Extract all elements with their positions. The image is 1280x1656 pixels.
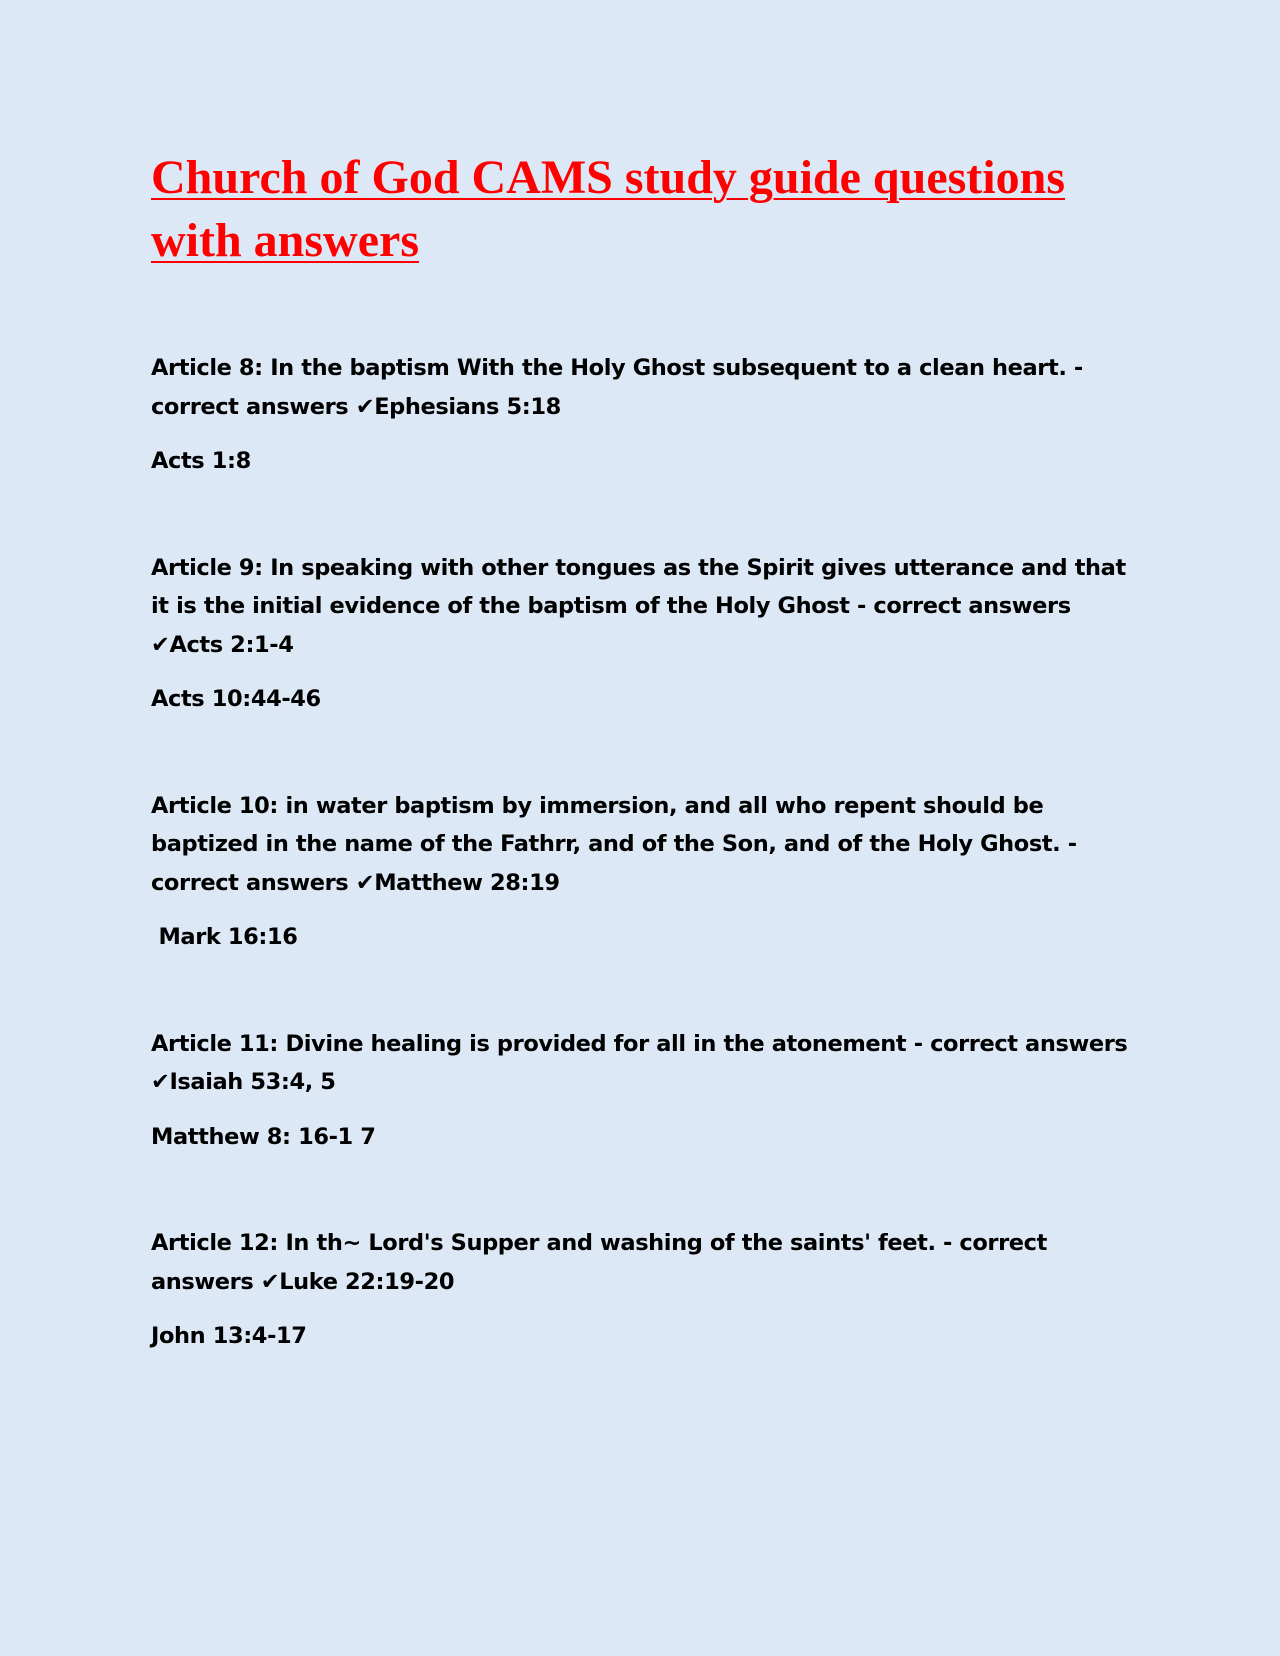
question-text: Article 11: Divine healing is provided for all in the atonement - correct answers ✔Isaiah 53:4, 5 — [151, 1030, 1135, 1095]
qa-list — [151, 349, 1141, 1356]
qa-item-article-12 — [151, 1224, 1141, 1356]
question-text: Article 9: In speaking with other tongues as the Spirit gives utterance and that it is the initial evidence of the baptism of the Holy Ghost - correct answers ✔Acts 2:1-4 — [151, 554, 1134, 658]
qa-item-article-9 — [151, 549, 1141, 719]
answer-reference: John 13:4-17 — [151, 1323, 307, 1349]
question-text: Article 12: In th~ Lord's Supper and washing of the saints' feet. - correct answers ✔Luke 22:19-20 — [151, 1230, 1055, 1295]
document-page — [151, 146, 1141, 1356]
question-text: Article 8: In the baptism With the Holy Ghost subsequent to a clean heart. - correct answers ✔Ephesians 5:18 — [151, 355, 1091, 420]
answer-reference: Acts 1:8 — [151, 448, 251, 474]
answer-reference: Mark 16:16 — [151, 924, 298, 950]
qa-item-article-8 — [151, 349, 1141, 481]
qa-item-article-10 — [151, 787, 1141, 957]
qa-item-article-11 — [151, 1025, 1141, 1157]
document-title: Church of God CAMS study guide questions with answers — [151, 151, 1065, 267]
question-text: Article 10: in water baptism by immersion, and all who repent should be baptized in the name of the Fathrr, and of the Son, and of the Holy Ghost. - correct answers ✔Matthew 28:19 — [151, 792, 1085, 896]
answer-reference: Matthew 8: 16-1 7 — [151, 1123, 376, 1150]
answer-reference: Acts 10:44-46 — [151, 686, 321, 712]
